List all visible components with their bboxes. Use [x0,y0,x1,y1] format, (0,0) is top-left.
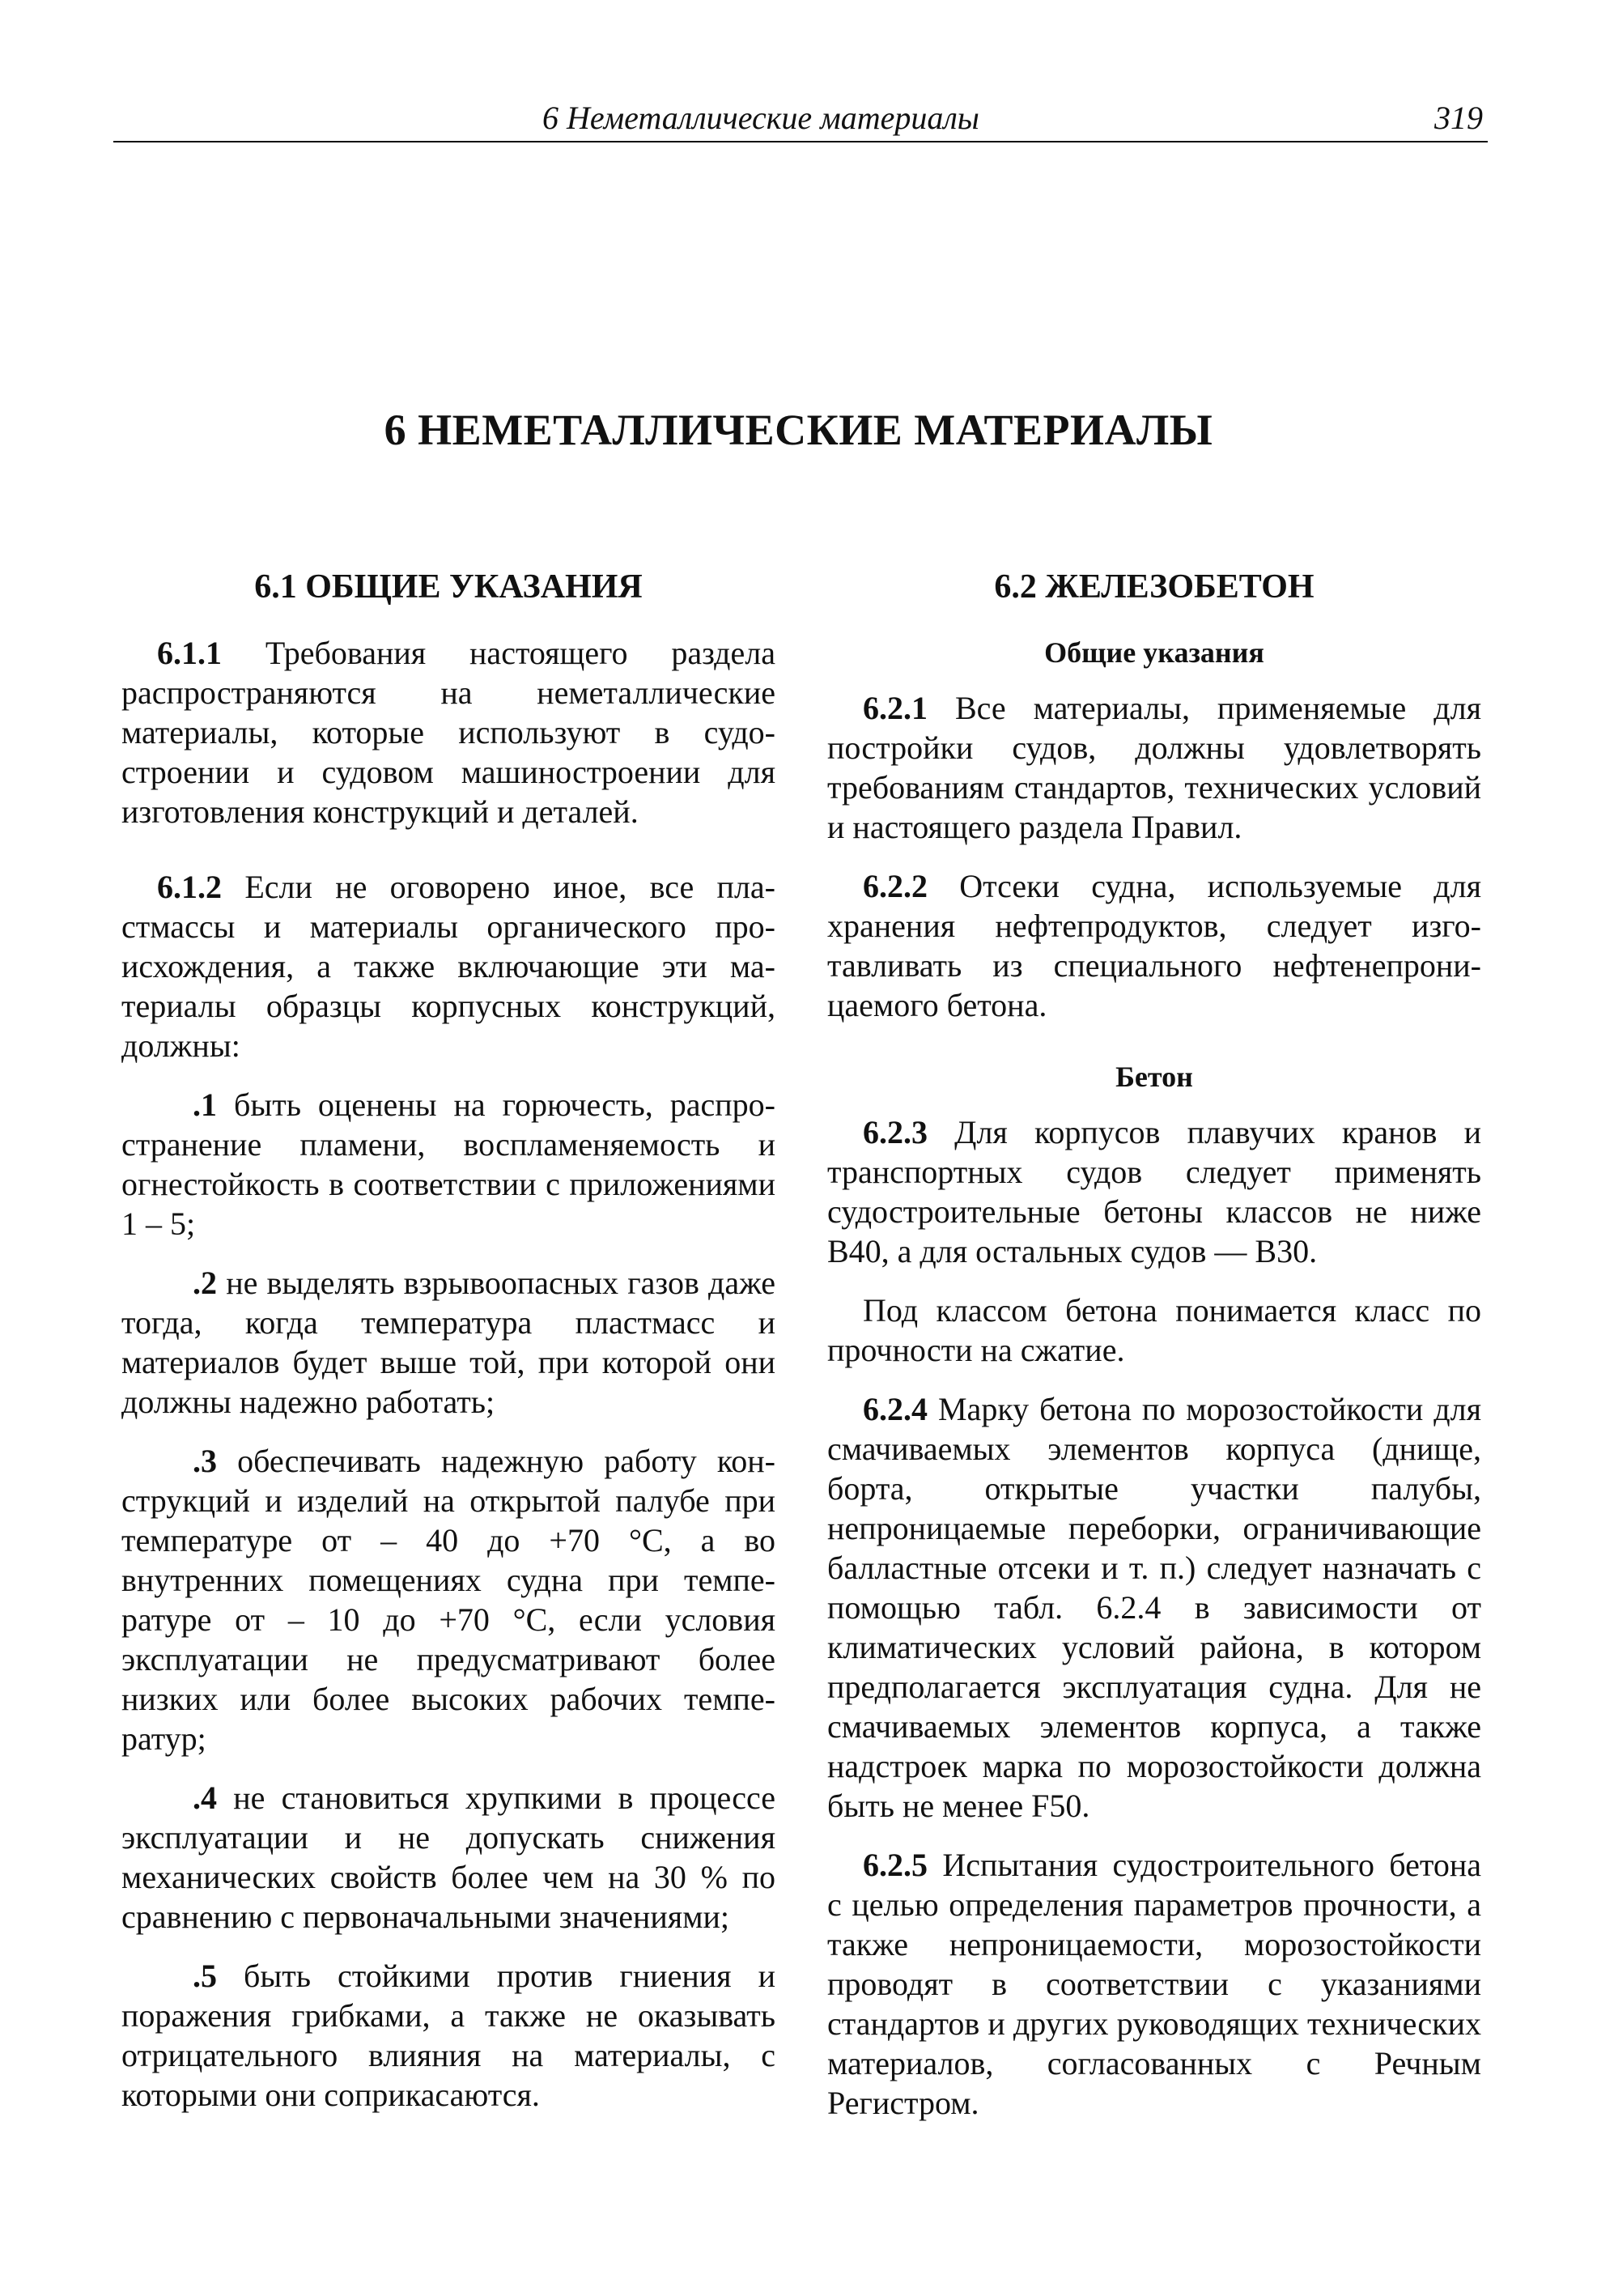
running-header [113,96,1488,142]
list-item [121,1441,775,1758]
page-number: 319 [1434,100,1483,136]
paragraph-text: Для корпусов плавучих кранов и транспортных судов следует применять судостроительные бетоны классов не ниже В40, а для остальных судов — В30. [827,1114,1481,1269]
section-title-6-1: 6.1 ОБЩИЕ УКАЗАНИЯ [254,568,643,606]
paragraph-6-2-1 [827,688,1481,847]
paragraph-text: Если не оговорено иное, все пластмассы и материалы органического происхождения, а также включающие эти материалы образцы корпусных конструкций, должны: [121,869,775,1064]
running-title: 6 Неметаллические материалы [542,100,979,136]
item-text: быть стойкими против гниения и поражения грибками, а также не оказывать отрицательного влияния на материалы, с которыми они соприкасаются. [121,1958,775,2113]
item-number: .1 [193,1086,217,1123]
list-item [121,1956,775,2115]
subheading-general: Общие указания [1044,636,1264,669]
list-item [121,1778,775,1937]
item-text: не выделять взрывоопасных газов даже тогда, когда температура пластмасс и материалов будет выше той, при которой они должны надежно работать; [121,1265,775,1420]
paragraph-text: Все материалы, применяемые для постройки судов, должны удовлетворять требованиям стандартов, технических условий и настоящего раздела Правил. [827,690,1481,845]
paragraph-text: Испытания судостроительного бетона с целью определения параметров прочности, а также непроницаемости, морозостойкости проводят в соответствии с указаниями стандартов и других руководящих технических материалов, согласованных с Речным Регистром. [827,1847,1481,2121]
paragraph-text: Требования настоящего раздела распространяются на неметаллические материалы, которые используют в судостроении и судовом машиностроении для изготовления конструкций и деталей. [121,635,775,830]
right-column [827,567,1481,2142]
list-item [121,1263,775,1422]
item-number: .5 [193,1958,217,1994]
paragraph-text: Отсеки судна, используемые для хранения нефтепродуктов, следует изготавливать из специального нефтенепроницаемого бетона. [827,868,1481,1023]
paragraph-6-2-2 [827,866,1481,1025]
paragraph-6-2-3-note: Под классом бетона понимается класс по прочности на сжатие. [827,1292,1481,1368]
item-text: быть оценены на горючесть, распространение пламени, воспламеняемость и огнестойкость в соответствии с приложениями 1 – 5; [121,1086,775,1242]
item-text: не становиться хрупкими в процессе эксплуатации и не допускать снижения механических свойств более чем на 30 % по сравнению с первоначальными значениями; [121,1779,775,1935]
item-number: .3 [193,1443,217,1479]
paragraph-number: 6.2.1 [863,690,928,726]
paragraph-6-2-5 [827,1845,1481,2123]
list-item [121,1085,775,1244]
paragraph-text: Марку бетона по морозостойкости для смачиваемых элементов корпуса (днище, борта, открытые участки палубы, непроницаемые переборки, ограничивающие балластные отсеки и т. п.) следует назначать с помощью табл. 6.2.4 в зависимости от климатических условий района, в котором предполагается эксплуатация судна. Для не смачиваемых элементов корпуса, а также надстроек марка по морозостойкости должна быть не менее F50. [827,1391,1481,1824]
paragraph-number: 6.2.4 [863,1391,928,1427]
item-text: обеспечивать надежную работу конструкций и изделий на открытой палубе при температуре от – 40 до +70 °С, а во внутренних помещениях судна при температуре от – 10 до +70 °С, если условия эксплуатации не предусматривают более низких или более высоких рабочих температур; [121,1443,775,1757]
item-number: .4 [193,1779,217,1816]
paragraph-number: 6.2.5 [863,1847,928,1883]
paragraph-6-1-2 [121,867,775,1065]
paragraph-number: 6.2.3 [863,1114,928,1150]
paragraph-6-2-4 [827,1389,1481,1826]
paragraph-number: 6.1.1 [157,635,222,671]
item-number: .2 [193,1265,217,1301]
paragraph-number: 6.2.2 [863,868,928,904]
subheading-concrete: Бетон [1115,1061,1193,1093]
chapter-title: 6 НЕМЕТАЛЛИЧЕСКИЕ МАТЕРИАЛЫ [384,406,1213,454]
left-column [121,567,775,2134]
paragraph-6-1-1 [121,633,775,831]
paragraph-6-2-3 [827,1112,1481,1271]
paragraph-number: 6.1.2 [157,869,222,905]
section-title-6-2: 6.2 ЖЕЛЕЗОБЕТОН [994,568,1315,606]
